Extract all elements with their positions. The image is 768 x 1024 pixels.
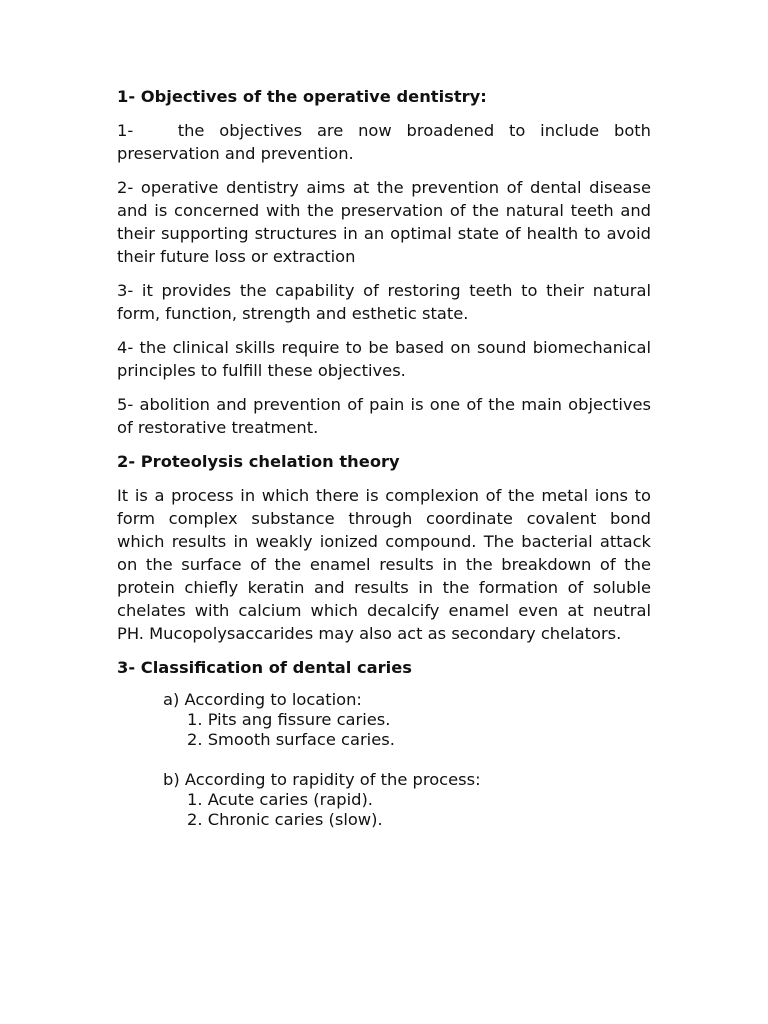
paragraph-objective-4: 4- the clinical skills require to be based on sound biomechanical principles to fulfill these objectives. <box>117 338 651 380</box>
list-spacer <box>117 750 651 770</box>
paragraph-objective-2: 2- operative dentistry aims at the prevention of dental disease and is concerned with the preservation of the natural teeth and their supporting structures in an optimal state of health to avoid their future loss or extraction <box>117 178 651 266</box>
section-heading-classification: 3- Classification of dental caries <box>117 658 412 677</box>
list-item: 1. Pits ang fissure caries. <box>187 710 391 729</box>
classification-list <box>117 690 651 830</box>
list-label-location: a) According to location: <box>163 690 362 709</box>
list-label-rapidity: b) According to rapidity of the process: <box>163 770 481 789</box>
paragraph-proteolysis: It is a process in which there is complexion of the metal ions to form complex substance through coordinate covalent bond which results in weakly ionized compound. The bacterial attack on the surface of the enamel results in the breakdown of the protein chiefly keratin and results in the formation of soluble chelates with calcium which decalcify enamel even at neutral PH. Mucopolysaccarides may also act as secondary chelators. <box>117 486 651 643</box>
paragraph-objective-1: 1- the objectives are now broadened to include both preservation and prevention. <box>117 121 657 163</box>
list-item: 2. Smooth surface caries. <box>187 730 395 749</box>
list-item: 1. Acute caries (rapid). <box>187 790 373 809</box>
paragraph-objective-5: 5- abolition and prevention of pain is one of the main objectives of restorative treatment. <box>117 395 651 437</box>
document-page <box>117 85 657 841</box>
section-heading-objectives: 1- Objectives of the operative dentistry: <box>117 87 487 106</box>
list-item: 2. Chronic caries (slow). <box>187 810 383 829</box>
section-heading-proteolysis: 2- Proteolysis chelation theory <box>117 452 400 471</box>
paragraph-objective-3: 3- it provides the capability of restoring teeth to their natural form, function, strength and esthetic state. <box>117 281 651 323</box>
